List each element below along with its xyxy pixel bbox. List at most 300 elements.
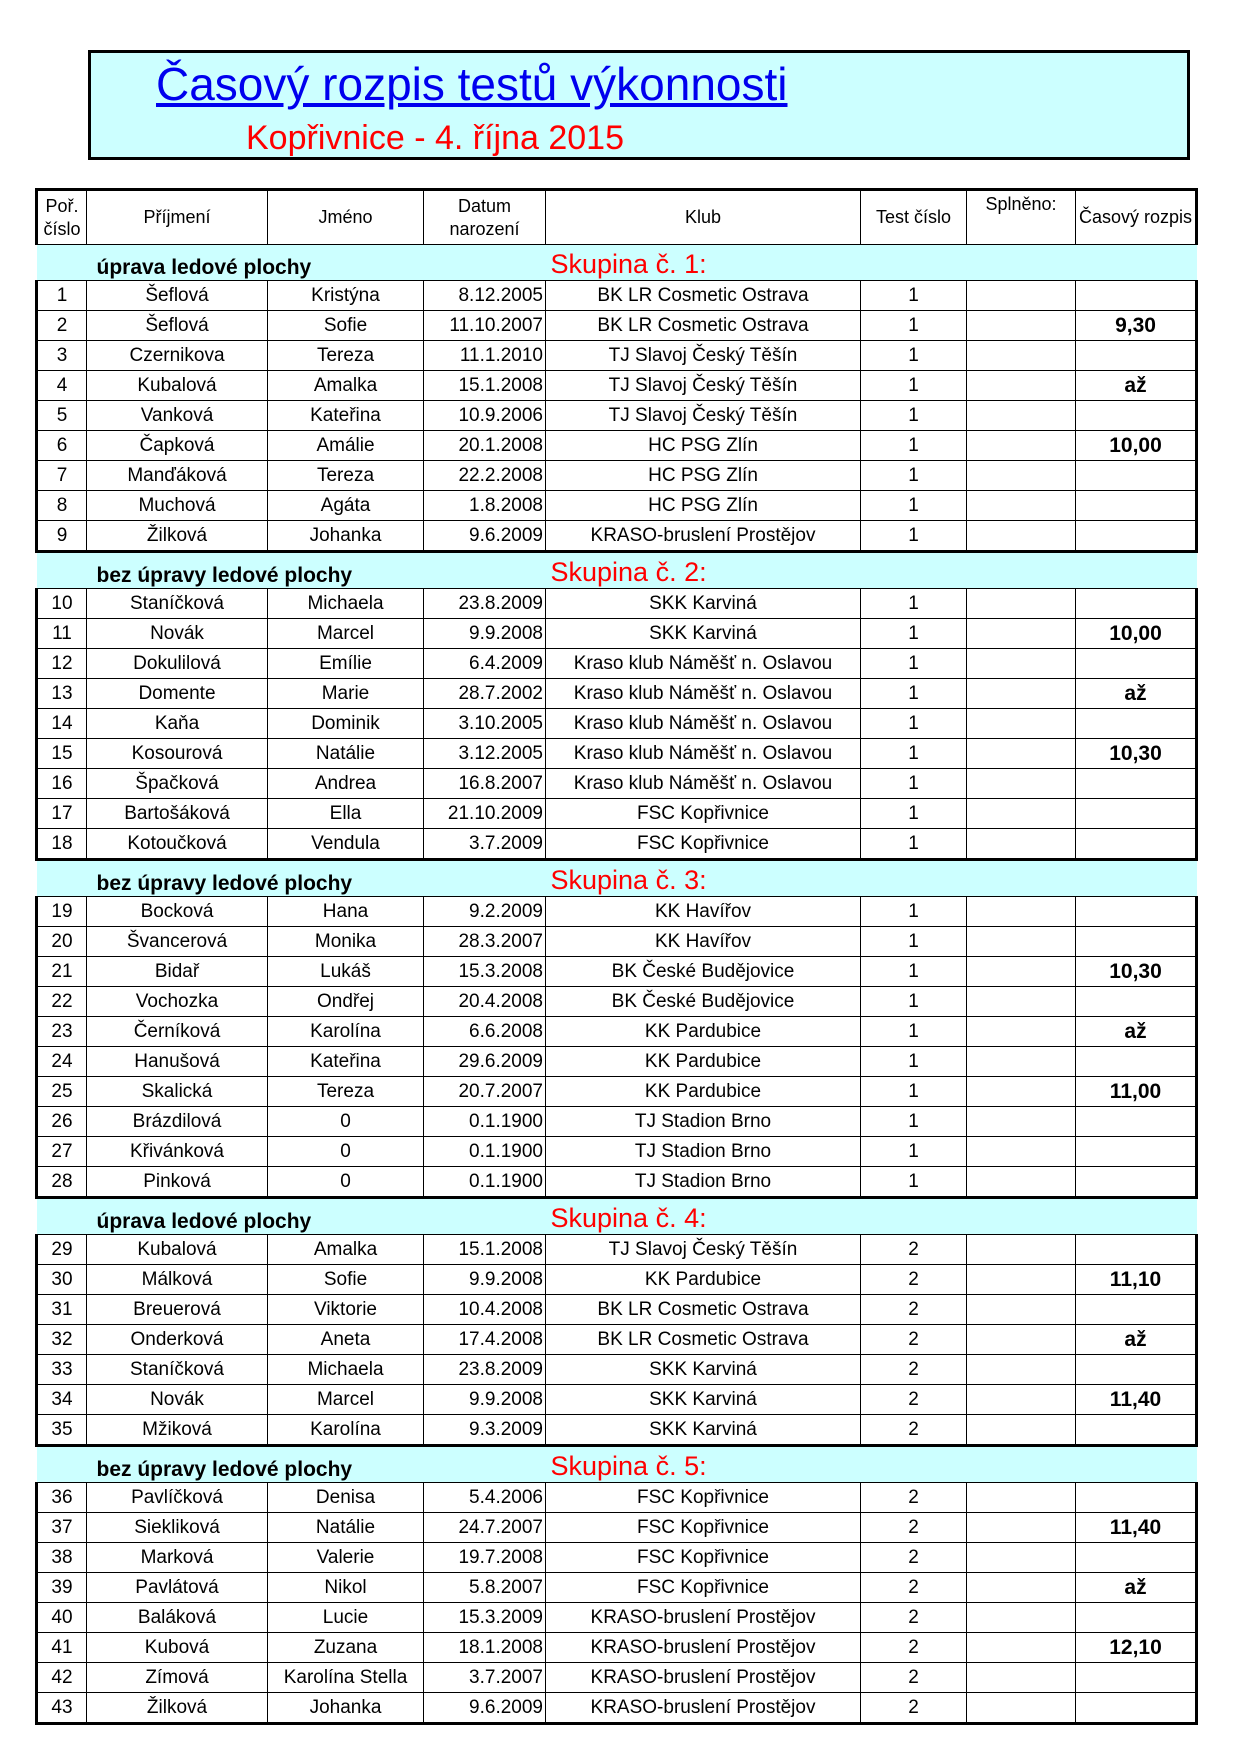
club-cell: FSC Kopřivnice <box>546 1543 861 1573</box>
done-cell <box>967 799 1076 829</box>
firstname-cell: Michaela <box>268 1355 424 1385</box>
table-row <box>37 521 1197 552</box>
table-row <box>37 649 1197 679</box>
schedule-cell: 11,40 <box>1076 1513 1197 1543</box>
table-row <box>37 897 1197 927</box>
done-cell <box>967 401 1076 431</box>
table-row <box>37 927 1197 957</box>
done-cell <box>967 1235 1076 1265</box>
header-test: Test číslo <box>861 190 967 245</box>
birthdate-cell: 9.9.2008 <box>424 619 546 649</box>
table-row <box>37 679 1197 709</box>
club-cell: BK LR Cosmetic Ostrava <box>546 1295 861 1325</box>
test-cell: 1 <box>861 1017 967 1047</box>
done-cell <box>967 1077 1076 1107</box>
test-cell: 2 <box>861 1543 967 1573</box>
firstname-cell: Valerie <box>268 1543 424 1573</box>
birthdate-cell: 0.1.1900 <box>424 1137 546 1167</box>
birthdate-cell: 21.10.2009 <box>424 799 546 829</box>
club-cell: HC PSG Zlín <box>546 461 861 491</box>
schedule-cell <box>1076 769 1197 799</box>
table-row <box>37 371 1197 401</box>
schedule-cell: 11,40 <box>1076 1385 1197 1415</box>
por-cell: 1 <box>37 281 87 311</box>
birthdate-cell: 20.4.2008 <box>424 987 546 1017</box>
por-cell: 7 <box>37 461 87 491</box>
schedule-cell <box>1076 927 1197 957</box>
table-row <box>37 1633 1197 1663</box>
birthdate-cell: 9.9.2008 <box>424 1385 546 1415</box>
done-cell <box>967 1017 1076 1047</box>
schedule-cell <box>1076 341 1197 371</box>
por-cell: 20 <box>37 927 87 957</box>
surname-cell: Hanušová <box>87 1047 268 1077</box>
club-cell: FSC Kopřivnice <box>546 829 861 860</box>
birthdate-cell: 9.2.2009 <box>424 897 546 927</box>
test-cell: 1 <box>861 461 967 491</box>
done-cell <box>967 679 1076 709</box>
club-cell: SKK Karviná <box>546 619 861 649</box>
firstname-cell: Monika <box>268 927 424 957</box>
header-row <box>37 190 1197 245</box>
table-row <box>37 1235 1197 1265</box>
schedule-cell <box>1076 1543 1197 1573</box>
table-row <box>37 1573 1197 1603</box>
test-cell: 2 <box>861 1483 967 1513</box>
por-cell: 14 <box>37 709 87 739</box>
test-cell: 1 <box>861 679 967 709</box>
birthdate-cell: 19.7.2008 <box>424 1543 546 1573</box>
schedule-cell <box>1076 1107 1197 1137</box>
club-cell: HC PSG Zlín <box>546 431 861 461</box>
schedule-cell <box>1076 829 1197 860</box>
done-cell <box>967 371 1076 401</box>
schedule-cell: 10,30 <box>1076 957 1197 987</box>
birthdate-cell: 28.7.2002 <box>424 679 546 709</box>
test-cell: 2 <box>861 1295 967 1325</box>
club-cell: Kraso klub Náměšť n. Oslavou <box>546 769 861 799</box>
club-cell: KRASO-bruslení Prostějov <box>546 1663 861 1693</box>
test-cell: 2 <box>861 1265 967 1295</box>
club-cell: KK Pardubice <box>546 1017 861 1047</box>
table-row <box>37 739 1197 769</box>
schedule-cell: 10,00 <box>1076 431 1197 461</box>
surname-cell: Šeflová <box>87 311 268 341</box>
firstname-cell: Tereza <box>268 1077 424 1107</box>
surname-cell: Vochozka <box>87 987 268 1017</box>
done-cell <box>967 769 1076 799</box>
test-cell: 1 <box>861 431 967 461</box>
firstname-cell: Andrea <box>268 769 424 799</box>
por-cell: 34 <box>37 1385 87 1415</box>
birthdate-cell: 18.1.2008 <box>424 1633 546 1663</box>
birthdate-cell: 5.8.2007 <box>424 1573 546 1603</box>
test-cell: 1 <box>861 401 967 431</box>
schedule-cell: 10,00 <box>1076 619 1197 649</box>
surname-cell: Kubalová <box>87 371 268 401</box>
firstname-cell: Marcel <box>268 1385 424 1415</box>
firstname-cell: Kateřina <box>268 401 424 431</box>
schedule-cell <box>1076 649 1197 679</box>
group-note: bez úpravy ledové plochy <box>37 1446 546 1483</box>
group-note: úprava ledové plochy <box>37 1198 546 1235</box>
table-row <box>37 1295 1197 1325</box>
surname-cell: Kotoučková <box>87 829 268 860</box>
schedule-cell: až <box>1076 1325 1197 1355</box>
table-row <box>37 829 1197 860</box>
firstname-cell: Agáta <box>268 491 424 521</box>
page-title[interactable]: Časový rozpis testů výkonnosti <box>156 58 788 110</box>
group-label: Skupina č. 5: <box>546 1446 1197 1483</box>
birthdate-cell: 15.3.2009 <box>424 1603 546 1633</box>
firstname-cell: Vendula <box>268 829 424 860</box>
table-row <box>37 709 1197 739</box>
group-header <box>37 1446 1197 1483</box>
por-cell: 35 <box>37 1415 87 1446</box>
table-row <box>37 1355 1197 1385</box>
page-subtitle: Kopřivnice - 4. října 2015 <box>246 119 624 157</box>
done-cell <box>967 461 1076 491</box>
schedule-cell: 10,30 <box>1076 739 1197 769</box>
test-cell: 1 <box>861 649 967 679</box>
birthdate-cell: 10.4.2008 <box>424 1295 546 1325</box>
test-cell: 1 <box>861 769 967 799</box>
schedule-cell <box>1076 709 1197 739</box>
firstname-cell: Natálie <box>268 739 424 769</box>
test-cell: 2 <box>861 1663 967 1693</box>
por-cell: 21 <box>37 957 87 987</box>
firstname-cell: Zuzana <box>268 1633 424 1663</box>
club-cell: Kraso klub Náměšť n. Oslavou <box>546 679 861 709</box>
birthdate-cell: 23.8.2009 <box>424 1355 546 1385</box>
surname-cell: Siekliková <box>87 1513 268 1543</box>
table-row <box>37 987 1197 1017</box>
table-row <box>37 311 1197 341</box>
schedule-cell: 9,30 <box>1076 311 1197 341</box>
surname-cell: Skalická <box>87 1077 268 1107</box>
surname-cell: Kubalová <box>87 1235 268 1265</box>
club-cell: TJ Stadion Brno <box>546 1137 861 1167</box>
schedule-cell <box>1076 1167 1197 1198</box>
test-cell: 1 <box>861 799 967 829</box>
surname-cell: Vanková <box>87 401 268 431</box>
club-cell: FSC Kopřivnice <box>546 799 861 829</box>
done-cell <box>967 1573 1076 1603</box>
table-row <box>37 281 1197 311</box>
done-cell <box>967 987 1076 1017</box>
table-row <box>37 491 1197 521</box>
schedule-cell <box>1076 1235 1197 1265</box>
test-cell: 1 <box>861 927 967 957</box>
group-note: bez úpravy ledové plochy <box>37 860 546 897</box>
group-label: Skupina č. 1: <box>546 245 1197 281</box>
birthdate-cell: 20.7.2007 <box>424 1077 546 1107</box>
test-cell: 2 <box>861 1355 967 1385</box>
birthdate-cell: 9.3.2009 <box>424 1415 546 1446</box>
por-cell: 39 <box>37 1573 87 1603</box>
schedule-cell <box>1076 1137 1197 1167</box>
test-cell: 2 <box>861 1513 967 1543</box>
done-cell <box>967 1137 1076 1167</box>
por-cell: 18 <box>37 829 87 860</box>
firstname-cell: Marie <box>268 679 424 709</box>
done-cell <box>967 1325 1076 1355</box>
firstname-cell: Amálie <box>268 431 424 461</box>
group-label: Skupina č. 3: <box>546 860 1197 897</box>
club-cell: KK Pardubice <box>546 1047 861 1077</box>
firstname-cell: Tereza <box>268 461 424 491</box>
surname-cell: Mžiková <box>87 1415 268 1446</box>
group-header <box>37 1198 1197 1235</box>
surname-cell: Staníčková <box>87 1355 268 1385</box>
surname-cell: Bartošáková <box>87 799 268 829</box>
por-cell: 3 <box>37 341 87 371</box>
test-cell: 1 <box>861 371 967 401</box>
schedule-cell: až <box>1076 1017 1197 1047</box>
club-cell: KK Havířov <box>546 927 861 957</box>
club-cell: FSC Kopřivnice <box>546 1513 861 1543</box>
surname-cell: Bocková <box>87 897 268 927</box>
done-cell <box>967 521 1076 552</box>
test-cell: 1 <box>861 619 967 649</box>
club-cell: KK Pardubice <box>546 1077 861 1107</box>
test-cell: 1 <box>861 521 967 552</box>
schedule-cell <box>1076 1663 1197 1693</box>
por-cell: 12 <box>37 649 87 679</box>
done-cell <box>967 957 1076 987</box>
firstname-cell: Lucie <box>268 1603 424 1633</box>
firstname-cell: 0 <box>268 1107 424 1137</box>
schedule-cell <box>1076 987 1197 1017</box>
table-row <box>37 1167 1197 1198</box>
surname-cell: Špačková <box>87 769 268 799</box>
table-row <box>37 1483 1197 1513</box>
birthdate-cell: 28.3.2007 <box>424 927 546 957</box>
firstname-cell: Karolína <box>268 1017 424 1047</box>
done-cell <box>967 589 1076 619</box>
por-cell: 40 <box>37 1603 87 1633</box>
birthdate-cell: 8.12.2005 <box>424 281 546 311</box>
firstname-cell: Tereza <box>268 341 424 371</box>
done-cell <box>967 739 1076 769</box>
surname-cell: Pinková <box>87 1167 268 1198</box>
test-cell: 2 <box>861 1603 967 1633</box>
test-cell: 1 <box>861 1107 967 1137</box>
schedule-cell: až <box>1076 1573 1197 1603</box>
por-cell: 42 <box>37 1663 87 1693</box>
done-cell <box>967 1415 1076 1446</box>
firstname-cell: Kateřina <box>268 1047 424 1077</box>
club-cell: FSC Kopřivnice <box>546 1483 861 1513</box>
group-header <box>37 245 1197 281</box>
table-row <box>37 1265 1197 1295</box>
club-cell: TJ Slavoj Český Těšín <box>546 401 861 431</box>
por-cell: 24 <box>37 1047 87 1077</box>
group-label: Skupina č. 2: <box>546 552 1197 589</box>
birthdate-cell: 10.9.2006 <box>424 401 546 431</box>
club-cell: KRASO-bruslení Prostějov <box>546 1693 861 1724</box>
birthdate-cell: 17.4.2008 <box>424 1325 546 1355</box>
por-cell: 32 <box>37 1325 87 1355</box>
test-cell: 2 <box>861 1573 967 1603</box>
club-cell: KRASO-bruslení Prostějov <box>546 521 861 552</box>
table-row <box>37 1077 1197 1107</box>
done-cell <box>967 491 1076 521</box>
table-row <box>37 1663 1197 1693</box>
por-cell: 26 <box>37 1107 87 1137</box>
done-cell <box>967 1295 1076 1325</box>
test-cell: 1 <box>861 491 967 521</box>
club-cell: KRASO-bruslení Prostějov <box>546 1603 861 1633</box>
test-cell: 1 <box>861 341 967 371</box>
surname-cell: Zímová <box>87 1663 268 1693</box>
table-row <box>37 619 1197 649</box>
table-row <box>37 769 1197 799</box>
test-cell: 1 <box>861 987 967 1017</box>
done-cell <box>967 1603 1076 1633</box>
header-datum: Datum narození <box>424 190 546 245</box>
test-cell: 1 <box>861 589 967 619</box>
por-cell: 9 <box>37 521 87 552</box>
surname-cell: Pavlátová <box>87 1573 268 1603</box>
firstname-cell: Aneta <box>268 1325 424 1355</box>
surname-cell: Baláková <box>87 1603 268 1633</box>
test-cell: 2 <box>861 1325 967 1355</box>
club-cell: HC PSG Zlín <box>546 491 861 521</box>
birthdate-cell: 29.6.2009 <box>424 1047 546 1077</box>
schedule-cell <box>1076 1047 1197 1077</box>
done-cell <box>967 1355 1076 1385</box>
test-cell: 2 <box>861 1385 967 1415</box>
surname-cell: Bidař <box>87 957 268 987</box>
por-cell: 38 <box>37 1543 87 1573</box>
firstname-cell: Emílie <box>268 649 424 679</box>
table-row <box>37 957 1197 987</box>
done-cell <box>967 1633 1076 1663</box>
test-cell: 1 <box>861 709 967 739</box>
surname-cell: Czernikova <box>87 341 268 371</box>
birthdate-cell: 0.1.1900 <box>424 1167 546 1198</box>
birthdate-cell: 9.9.2008 <box>424 1265 546 1295</box>
schedule-cell: až <box>1076 371 1197 401</box>
schedule-cell <box>1076 589 1197 619</box>
done-cell <box>967 897 1076 927</box>
schedule-table <box>35 188 1198 1725</box>
surname-cell: Marková <box>87 1543 268 1573</box>
por-cell: 29 <box>37 1235 87 1265</box>
surname-cell: Málková <box>87 1265 268 1295</box>
header-casovy: Časový rozpis <box>1076 190 1197 245</box>
surname-cell: Švancerová <box>87 927 268 957</box>
club-cell: SKK Karviná <box>546 1385 861 1415</box>
birthdate-cell: 1.8.2008 <box>424 491 546 521</box>
surname-cell: Křivánková <box>87 1137 268 1167</box>
por-cell: 28 <box>37 1167 87 1198</box>
done-cell <box>967 1047 1076 1077</box>
test-cell: 1 <box>861 829 967 860</box>
test-cell: 2 <box>861 1235 967 1265</box>
club-cell: TJ Stadion Brno <box>546 1107 861 1137</box>
done-cell <box>967 1663 1076 1693</box>
surname-cell: Staníčková <box>87 589 268 619</box>
done-cell <box>967 281 1076 311</box>
club-cell: SKK Karviná <box>546 589 861 619</box>
por-cell: 43 <box>37 1693 87 1724</box>
club-cell: BK LR Cosmetic Ostrava <box>546 1325 861 1355</box>
group-note: bez úpravy ledové plochy <box>37 552 546 589</box>
por-cell: 16 <box>37 769 87 799</box>
firstname-cell: Denisa <box>268 1483 424 1513</box>
surname-cell: Novák <box>87 1385 268 1415</box>
table-row <box>37 1047 1197 1077</box>
header-prijmeni: Příjmení <box>87 190 268 245</box>
group-header <box>37 860 1197 897</box>
por-cell: 25 <box>37 1077 87 1107</box>
schedule-cell: 11,00 <box>1076 1077 1197 1107</box>
table-row <box>37 341 1197 371</box>
table-row <box>37 799 1197 829</box>
birthdate-cell: 5.4.2006 <box>424 1483 546 1513</box>
club-cell: FSC Kopřivnice <box>546 1573 861 1603</box>
surname-cell: Manďáková <box>87 461 268 491</box>
por-cell: 27 <box>37 1137 87 1167</box>
table-row <box>37 1325 1197 1355</box>
firstname-cell: Nikol <box>268 1573 424 1603</box>
schedule-cell <box>1076 1603 1197 1633</box>
schedule-cell <box>1076 1483 1197 1513</box>
firstname-cell: Ella <box>268 799 424 829</box>
table-row <box>37 1415 1197 1446</box>
schedule-cell <box>1076 1355 1197 1385</box>
surname-cell: Domente <box>87 679 268 709</box>
birthdate-cell: 24.7.2007 <box>424 1513 546 1543</box>
por-cell: 11 <box>37 619 87 649</box>
done-cell <box>967 709 1076 739</box>
club-cell: SKK Karviná <box>546 1355 861 1385</box>
birthdate-cell: 3.7.2009 <box>424 829 546 860</box>
group-header <box>37 552 1197 589</box>
por-cell: 41 <box>37 1633 87 1663</box>
firstname-cell: Dominik <box>268 709 424 739</box>
schedule-cell <box>1076 897 1197 927</box>
table-row <box>37 1693 1197 1724</box>
club-cell: TJ Stadion Brno <box>546 1167 861 1198</box>
schedule-cell: až <box>1076 679 1197 709</box>
schedule-cell <box>1076 1415 1197 1446</box>
birthdate-cell: 0.1.1900 <box>424 1107 546 1137</box>
firstname-cell: Amalka <box>268 1235 424 1265</box>
done-cell <box>967 1385 1076 1415</box>
por-cell: 6 <box>37 431 87 461</box>
table-row <box>37 461 1197 491</box>
por-cell: 37 <box>37 1513 87 1543</box>
done-cell <box>967 1107 1076 1137</box>
surname-cell: Pavlíčková <box>87 1483 268 1513</box>
firstname-cell: Michaela <box>268 589 424 619</box>
table-row <box>37 1017 1197 1047</box>
schedule-cell <box>1076 521 1197 552</box>
table-row <box>37 1107 1197 1137</box>
schedule-cell: 12,10 <box>1076 1633 1197 1663</box>
table-row <box>37 589 1197 619</box>
club-cell: TJ Slavoj Český Těšín <box>546 1235 861 1265</box>
header-splneno: Splněno: <box>967 190 1076 245</box>
done-cell <box>967 311 1076 341</box>
done-cell <box>967 1513 1076 1543</box>
surname-cell: Žilková <box>87 1693 268 1724</box>
done-cell <box>967 649 1076 679</box>
club-cell: Kraso klub Náměšť n. Oslavou <box>546 649 861 679</box>
